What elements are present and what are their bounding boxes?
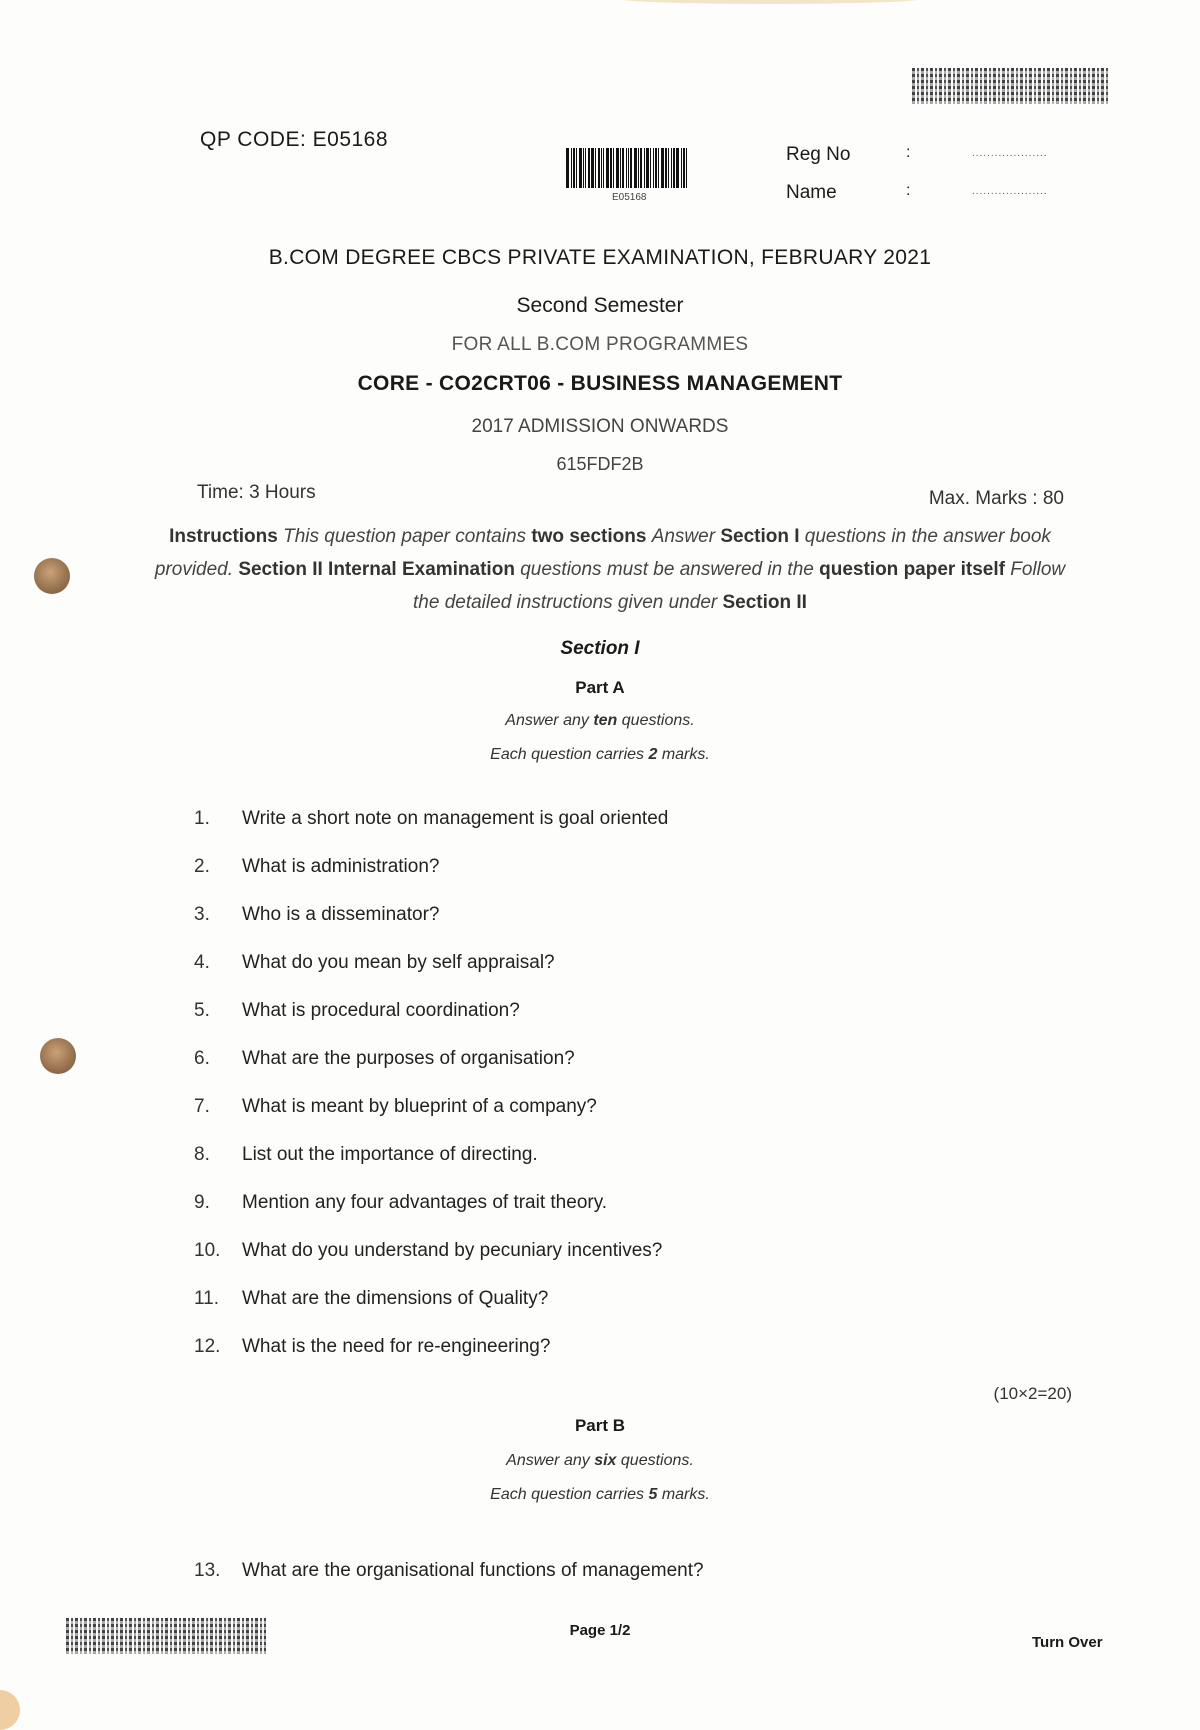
page-number: Page 1/2 — [569, 1622, 631, 1639]
barcode-bar — [601, 148, 602, 188]
part-a-question — [194, 856, 439, 878]
question-number: 1. — [194, 808, 210, 829]
reg-no-field[interactable]: .................... — [972, 148, 1048, 159]
paper-code: 615FDF2B — [556, 454, 644, 474]
barcode-bar — [640, 148, 642, 188]
barcode-bar — [655, 148, 657, 188]
instructions-text-2: Answer — [651, 526, 716, 547]
barcode-bar — [591, 148, 594, 188]
barcode-bar — [676, 148, 679, 188]
part-a-title: Part A — [575, 678, 625, 697]
barcode-bar — [585, 148, 586, 188]
question-text: What are the organisational functions of management? — [242, 1560, 704, 1581]
barcode-bar — [686, 148, 687, 188]
barcode-bar — [646, 148, 649, 188]
part-a-note-2-post: marks. — [661, 746, 710, 763]
question-number: 13. — [194, 1560, 221, 1581]
name-colon: : — [906, 182, 911, 199]
barcode-bar — [668, 148, 669, 188]
part-b-note-2-bold: 5 — [648, 1486, 658, 1503]
time-allowed: Time: 3 Hours — [197, 482, 316, 503]
question-number: 8. — [194, 1144, 210, 1165]
barcode-bar — [571, 148, 572, 188]
question-text: What are the dimensions of Quality? — [242, 1288, 549, 1309]
barcode-bar — [661, 148, 664, 188]
section-title: Section I — [560, 638, 640, 659]
barcode-bar — [665, 148, 667, 188]
barcode-bar — [671, 148, 672, 188]
top-right-qr-code — [912, 68, 1108, 104]
question-number: 7. — [194, 1096, 210, 1117]
instructions-bold-2: Section I — [720, 526, 800, 547]
barcode-bar — [576, 148, 577, 188]
part-a-question — [194, 1096, 597, 1118]
part-a-note-2-pre: Each question carries — [490, 746, 645, 763]
question-number: 11. — [194, 1288, 220, 1309]
barcode-bar — [681, 148, 682, 188]
instructions-text-3: questions in the answer book provided. — [154, 526, 1051, 580]
part-a-question — [194, 1288, 548, 1310]
programmes: FOR ALL B.COM PROGRAMMES — [451, 334, 749, 355]
part-a-note-2-bold: 2 — [648, 746, 658, 763]
barcode-bar — [653, 148, 654, 188]
barcode-bar — [626, 148, 627, 188]
question-text: Who is a disseminator? — [242, 904, 440, 925]
part-b-note-2 — [0, 1486, 1200, 1504]
question-text: What is the need for re-engineering? — [242, 1336, 551, 1357]
semester: Second Semester — [516, 294, 684, 317]
question-number: 10. — [194, 1240, 221, 1261]
part-a-question — [194, 1048, 575, 1070]
part-a-question — [194, 1192, 607, 1214]
top-edge-stain — [620, 0, 920, 4]
barcode-bar — [616, 148, 619, 188]
barcode-bar — [579, 148, 582, 188]
barcode-bar — [638, 148, 639, 188]
exam-title: B.COM DEGREE CBCS PRIVATE EXAMINATION, FEBRUARY 2021 — [268, 246, 932, 269]
question-number: 3. — [194, 904, 210, 925]
name-field[interactable]: .................... — [972, 186, 1048, 197]
question-text: List out the importance of directing. — [242, 1144, 538, 1165]
name-label: Name — [786, 182, 837, 203]
part-a-note-1-bold: ten — [593, 712, 618, 729]
instructions-text-4: questions must be answered in the — [520, 559, 814, 580]
max-marks: Max. Marks : 80 — [928, 488, 1064, 509]
part-a-question — [194, 952, 555, 974]
question-text: What is procedural coordination? — [242, 1000, 520, 1021]
question-text: What is administration? — [242, 856, 440, 877]
barcode-bar — [628, 148, 629, 188]
part-b-note-2-pre: Each question carries — [490, 1486, 645, 1503]
question-text: What do you understand by pecuniary incentives? — [242, 1240, 663, 1261]
instructions-bold-5: Section II — [722, 592, 807, 613]
part-b-title: Part B — [574, 1416, 626, 1435]
part-a-note-1-post: questions. — [621, 712, 695, 729]
question-number: 5. — [194, 1000, 210, 1021]
barcode-bar — [588, 148, 590, 188]
punch-hole-bottom — [40, 1038, 76, 1074]
question-number: 9. — [194, 1192, 210, 1213]
barcode-bar — [622, 148, 624, 188]
question-number: 4. — [194, 952, 210, 973]
reg-no-colon: : — [906, 144, 911, 161]
question-number: 6. — [194, 1048, 210, 1069]
part-a-question — [194, 1336, 550, 1358]
question-text: What are the purposes of organisation? — [242, 1048, 575, 1069]
question-number: 12. — [194, 1336, 221, 1357]
part-a-note-2 — [0, 746, 1200, 764]
punch-hole-top — [34, 558, 70, 594]
part-a-note-1 — [0, 712, 1200, 730]
question-number: 2. — [194, 856, 210, 877]
part-b-note-1-post: questions. — [620, 1452, 694, 1469]
barcode-bar — [603, 148, 604, 188]
barcode-bar — [610, 148, 612, 188]
barcode-bar — [650, 148, 651, 188]
instructions-bold-1: two sections — [531, 526, 647, 547]
reg-no-label: Reg No — [786, 144, 851, 165]
barcode-bar — [683, 148, 685, 188]
question-text: What do you mean by self appraisal? — [242, 952, 555, 973]
barcode-bar — [595, 148, 596, 188]
barcode-bar — [566, 148, 569, 188]
question-text: Write a short note on management is goal oriented — [242, 808, 669, 829]
barcode-caption: E05168 — [612, 192, 647, 203]
course-title: CORE - CO2CRT06 - BUSINESS MANAGEMENT — [357, 372, 843, 395]
barcode-bar — [673, 148, 675, 188]
qp-code: QP CODE: E05168 — [200, 128, 389, 151]
instructions-bold-3: Section II Internal Examination — [238, 559, 515, 580]
part-a-score: (10×2=20) — [993, 1384, 1072, 1403]
instructions — [150, 520, 1070, 619]
instructions-lead: Instructions — [169, 526, 278, 547]
barcode-bar — [630, 148, 632, 188]
instructions-text-5: Follow the detailed instructions given under — [413, 559, 1066, 613]
barcode-bar — [658, 148, 659, 188]
part-a-question — [194, 904, 439, 926]
admission: 2017 ADMISSION ONWARDS — [471, 416, 729, 437]
barcode-bar — [598, 148, 600, 188]
barcode-bar — [634, 148, 637, 188]
part-a-question — [194, 1240, 662, 1262]
turn-over: Turn Over — [1032, 1634, 1103, 1651]
barcode-bar — [606, 148, 609, 188]
part-b-note-1-pre: Answer any — [506, 1452, 590, 1469]
question-text: Mention any four advantages of trait theory. — [242, 1192, 608, 1213]
part-b-note-2-post: marks. — [661, 1486, 710, 1503]
instructions-text-1: This question paper contains — [283, 526, 527, 547]
barcode-bar — [613, 148, 614, 188]
barcode-bar — [583, 148, 584, 188]
part-a-note-1-pre: Answer any — [505, 712, 589, 729]
instructions-bold-4: question paper itself — [819, 559, 1005, 580]
part-b-note-1 — [0, 1452, 1200, 1470]
corner-stain — [0, 1690, 20, 1730]
center-barcode — [566, 148, 706, 188]
part-a-question — [194, 1000, 520, 1022]
barcode-bar — [644, 148, 645, 188]
barcode-bar — [620, 148, 621, 188]
part-a-question — [194, 808, 668, 830]
part-b-note-1-bold: six — [594, 1452, 617, 1469]
question-text: What is meant by blueprint of a company? — [242, 1096, 597, 1117]
part-b-question — [194, 1560, 704, 1582]
barcode-bar — [573, 148, 575, 188]
part-a-question — [194, 1144, 538, 1166]
